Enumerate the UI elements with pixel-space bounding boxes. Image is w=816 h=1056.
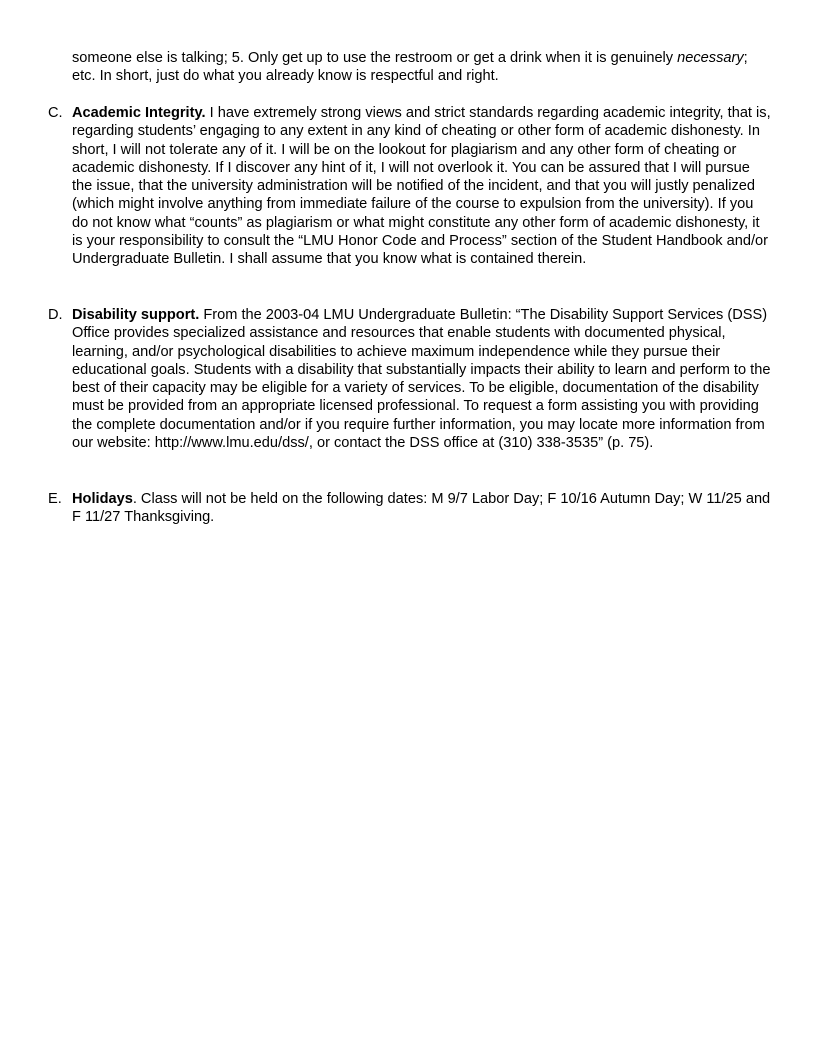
continuation-text-start: someone else is talking; 5. Only get up to use the restroom or get a drink when it is genuinely (72, 50, 678, 66)
section-marker: D. (48, 307, 63, 323)
section-text: I have extremely strong views and strict standards regarding academic integrity, that is, regarding students’ engaging to any extent in any kind of cheating or other form of academic dishonesty. In short, I will not tolerate any of it. I will be on the lookout for plagiarism and any other form of cheating or academic dishonesty. If I discover any hint of it, I will not overlook it. You can be assured that I will pursue the issue, that the university administration will be notified of the incident, and that you will justly penalized (which might involve anything from immediate failure of the course to expulsion from the university). If you do not know what “counts” as plagiarism or what might constitute any other form of academic dishonesty, it is your responsibility to consult the “LMU Honor Code and Process” section of the Student Handbook and/or Undergraduate Bulletin. I shall assume that you know what is contained therein. (72, 105, 771, 268)
section-text: . Class will not be held on the following dates: M 9/7 Labor Day; F 10/16 Autumn Day; W 11/25 and F 11/27 Thanksgiving. (72, 491, 771, 526)
section-text: From the 2003-04 LMU Undergraduate Bulletin: “The Disability Support Services (DSS) Office provides specialized assistance and resources that enable students with documented physical, learning, and/or psychological disabilities to achieve maximum independence while they pursue their educational goals. Students with a disability that substantially impacts their ability to learn and perform to the best of their capacity may be eligible for a variety of services. To be eligible, documentation of the disability must be provided from an appropriate licensed professional. To request a form assisting you with providing the complete documentation and/or if you require further information, you may locate more information from our website: http://www.lmu.edu/dss/, or contact the DSS office at (310) 338-3535” (p. 75). (72, 307, 771, 452)
section-marker: C. (48, 105, 63, 121)
section-academic-integrity (48, 104, 772, 269)
continuation-emphasis: necessary (677, 50, 744, 66)
section-heading: Holidays (72, 491, 133, 507)
section-holidays (48, 490, 772, 527)
section-body (72, 104, 772, 269)
section-disability-support (48, 306, 772, 452)
section-body (72, 306, 772, 452)
section-heading: Disability support. (72, 307, 200, 323)
continuation-text-end: ; etc. In short, just do what you already know is respectful and right. (72, 50, 748, 85)
section-heading: Academic Integrity. (72, 105, 206, 121)
continuation-paragraph (72, 49, 772, 86)
section-body (72, 490, 772, 527)
section-marker: E. (48, 491, 62, 507)
